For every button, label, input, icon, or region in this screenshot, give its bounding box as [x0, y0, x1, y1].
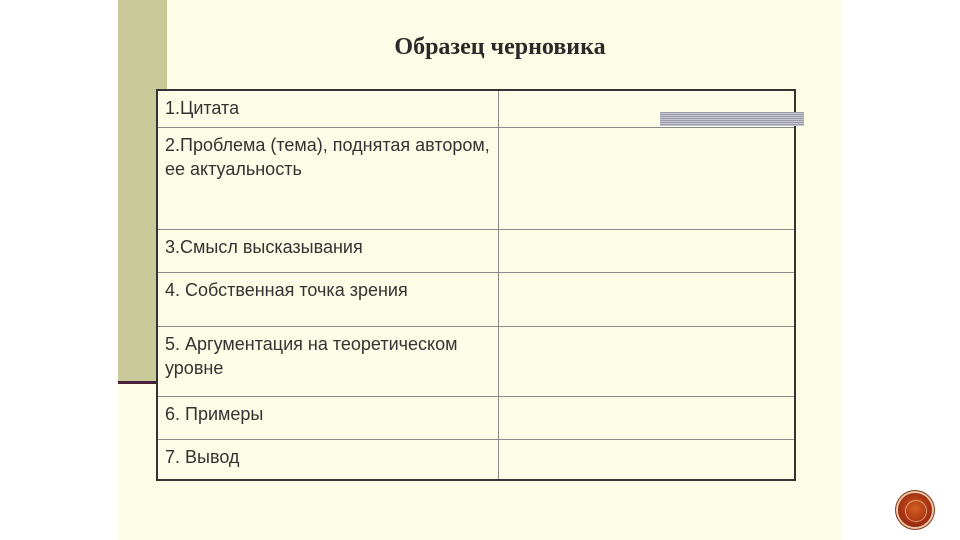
row-label: 1.Цитата	[157, 90, 499, 127]
row-value-cell	[499, 229, 796, 272]
table-row	[157, 396, 795, 439]
row-label: 4. Собственная точка зрения	[157, 272, 499, 326]
row-label: 2.Проблема (тема), поднятая автором, ее актуальность	[157, 127, 499, 229]
table-row	[157, 272, 795, 326]
row-label: 6. Примеры	[157, 396, 499, 439]
draft-template-table	[156, 89, 796, 481]
table-row	[157, 439, 795, 480]
row-value-cell	[499, 272, 796, 326]
badge-ring-icon	[905, 500, 927, 522]
row-label: 7. Вывод	[157, 439, 499, 480]
table-row	[157, 127, 795, 229]
row-value-cell	[499, 396, 796, 439]
table-row	[157, 326, 795, 396]
row-value-cell	[499, 127, 796, 229]
table-row	[157, 229, 795, 272]
slide-title: Образец черновика	[394, 34, 606, 60]
row-label: 3.Смысл высказывания	[157, 229, 499, 272]
slide-badge-icon	[898, 493, 932, 527]
row-value-cell	[499, 326, 796, 396]
row-value-cell	[499, 439, 796, 480]
row-label: 5. Аргументация на теоретическом уровне	[157, 326, 499, 396]
decorative-stripe	[660, 112, 804, 126]
